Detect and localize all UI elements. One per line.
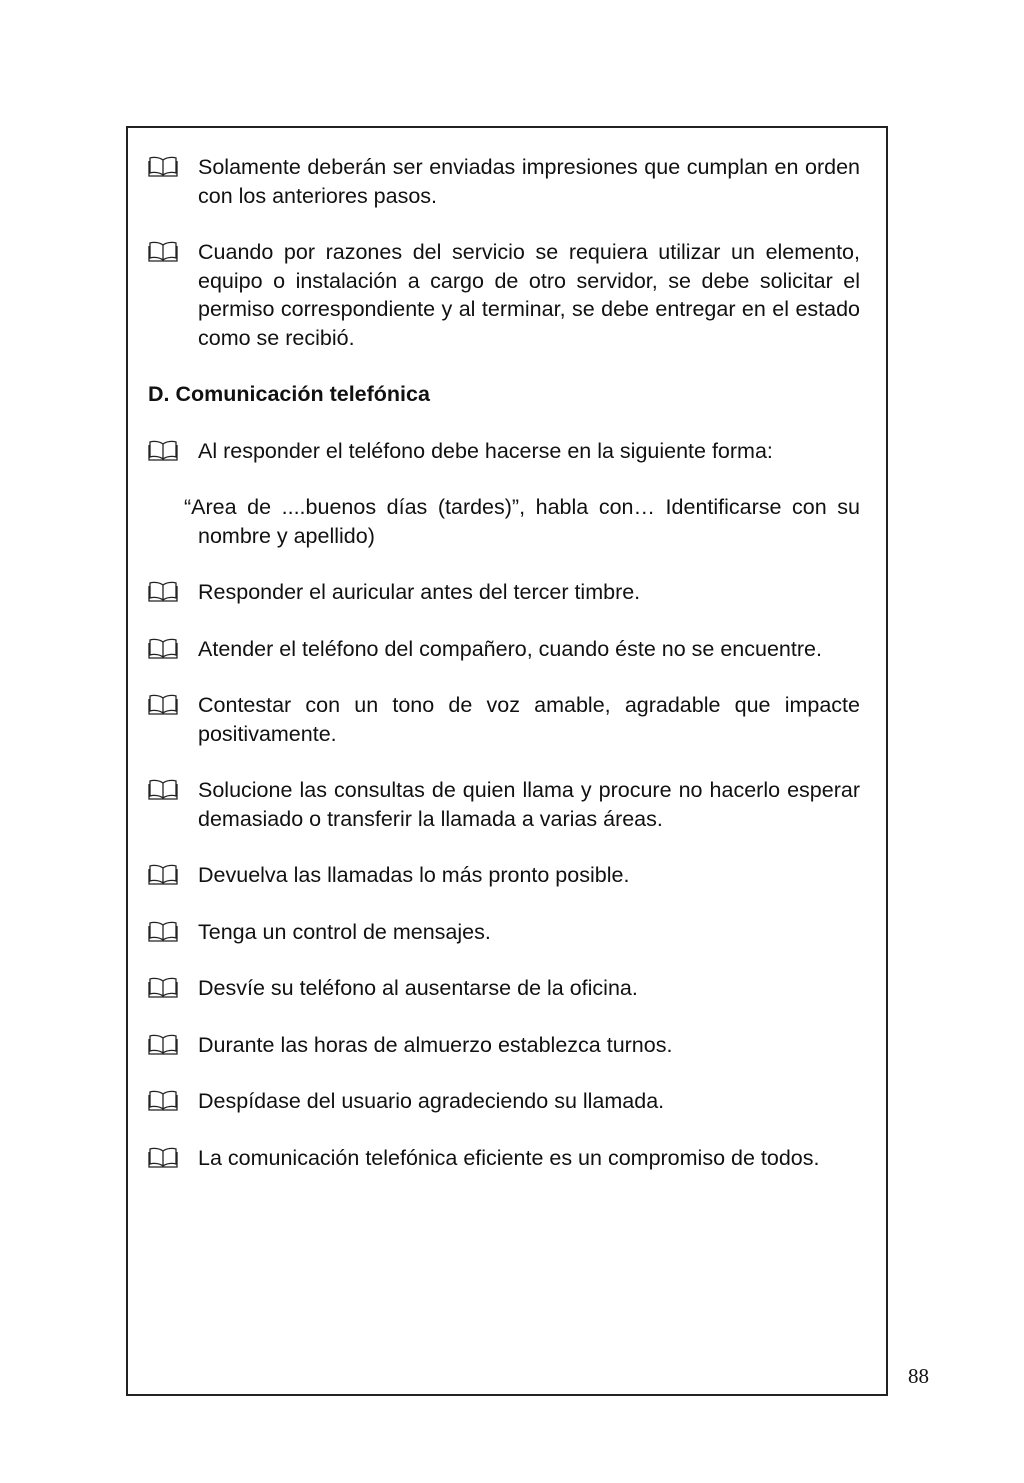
- list-item: [148, 974, 860, 1003]
- list-item-text: Durante las horas de almuerzo establezca turnos.: [198, 1032, 673, 1057]
- open-book-icon: [148, 779, 178, 801]
- list-item-text: Desvíe su teléfono al ausentarse de la oficina.: [198, 976, 638, 1000]
- open-book-icon: [148, 241, 178, 263]
- open-book-icon: [148, 1034, 178, 1056]
- open-book-icon: [148, 581, 178, 603]
- open-book-icon: [148, 638, 178, 660]
- list-item: [148, 776, 860, 833]
- list-item-text: Solucione las consultas de quien llama y procure no hacerlo esperar demasiado o transferir la llamada a varias áreas.: [198, 778, 860, 831]
- list-item: [148, 691, 860, 748]
- list-item: [148, 1144, 860, 1173]
- list-item: [148, 1031, 860, 1060]
- list-item-text: Cuando por razones del servicio se requiera utilizar un elemento, equipo o instalación a cargo de otro servidor, se debe solicitar el permiso correspondiente y al terminar, se debe entregar en el estado como se recibió.: [198, 240, 860, 350]
- list-item-text: Solamente deberán ser enviadas impresiones que cumplan en orden con los anteriores pasos.: [198, 155, 860, 208]
- open-book-icon: [148, 156, 178, 178]
- open-book-icon: [148, 1090, 178, 1112]
- list-item-text: Tenga un control de mensajes.: [198, 919, 491, 944]
- section-heading: D. Comunicación telefónica: [148, 382, 430, 406]
- open-book-icon: [148, 694, 178, 716]
- list-item-text: Al responder el teléfono debe hacerse en la siguiente forma:: [198, 438, 773, 463]
- page-number: 88: [908, 1364, 929, 1388]
- list-item: [148, 1087, 860, 1116]
- open-book-icon: [148, 977, 178, 999]
- open-book-icon: [148, 864, 178, 886]
- list-item: [148, 437, 860, 466]
- open-book-icon: [148, 440, 178, 462]
- list-item: [148, 238, 860, 352]
- open-book-icon: [148, 1147, 178, 1169]
- list-item-text: Despídase del usuario agradeciendo su llamada.: [198, 1089, 665, 1113]
- list-item-text: Contestar con un tono de voz amable, agradable que impacte positivamente.: [198, 693, 860, 746]
- open-book-icon: [148, 921, 178, 943]
- page-content: [148, 153, 860, 1200]
- list-item-text: La comunicación telefónica eficiente es un compromiso de todos.: [198, 1145, 820, 1170]
- list-item: [148, 578, 860, 607]
- list-item-text: Atender el teléfono del compañero, cuando éste no se encuentre.: [198, 636, 822, 661]
- list-item: [148, 861, 860, 890]
- list-item: [148, 153, 860, 210]
- list-item: [148, 635, 860, 664]
- greeting-quote: “Area de ....buenos días (tardes)”, habla con… Identificarse con su nombre y apellido): [184, 495, 860, 548]
- list-item-text: Devuelva las llamadas lo más pronto posible.: [198, 863, 630, 887]
- list-item: [148, 918, 860, 947]
- list-item-text: Responder el auricular antes del tercer timbre.: [198, 580, 641, 604]
- page-frame: [126, 126, 888, 1396]
